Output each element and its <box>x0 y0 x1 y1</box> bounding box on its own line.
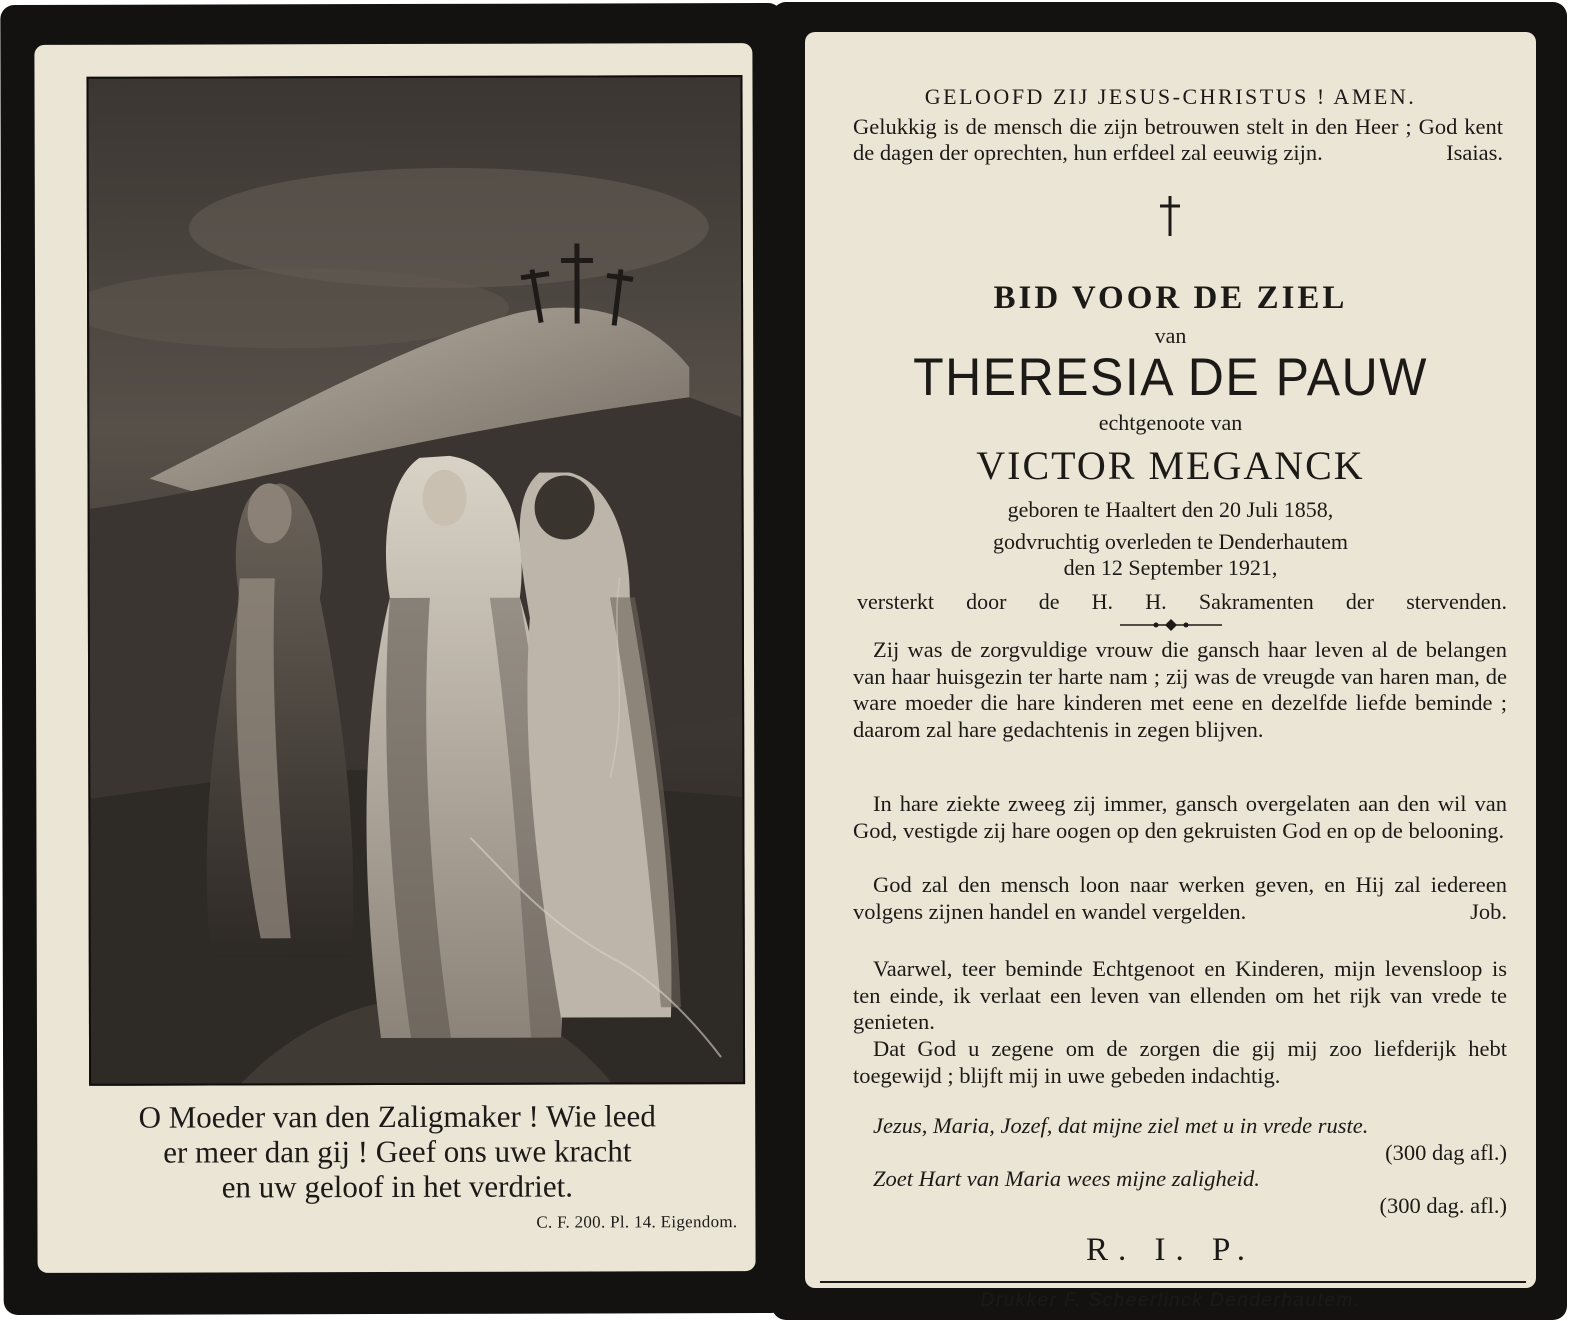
invocation-holy-family <box>853 1113 1507 1166</box>
rip-text: R. I. P. <box>1086 1232 1255 1268</box>
invocation-sacred-heart <box>853 1166 1507 1219</box>
front-paper <box>34 43 755 1273</box>
indulgence-note: (300 dag. afl.) <box>1379 1192 1507 1218</box>
isaias-reference: Isaias. <box>1446 140 1503 165</box>
job-quote-paragraph <box>853 872 1507 925</box>
spouse-intro: echtgenoote van <box>1098 410 1243 435</box>
sacraments-line: versterkt door de H. H. Sakramenten der stervenden. <box>857 589 1507 614</box>
spouse-name: VICTOR MEGANCK <box>976 443 1365 488</box>
memorial-card-back <box>772 2 1567 1320</box>
isaias-quote-text: Gelukkig is de mensch die zijn betrouwen stelt in den Heer ; God kent de dagen der oprechten, hun erfdeel zal eeuwig zijn. <box>853 114 1503 165</box>
van-label: van <box>1154 323 1187 348</box>
farewell-paragraph: Vaarwel, teer beminde Echtgenoot en Kinderen, mijn levensloop is ten einde, ik verlaat een leven van ellenden om het rijk van vrede te genieten. <box>853 956 1507 1034</box>
deceased-name: THERESIA DE PAUW <box>913 347 1428 407</box>
isaias-quote <box>853 114 1503 166</box>
prayer-line: er meer dan gij ! Geef ons uwe kracht <box>163 1133 632 1170</box>
job-reference: Job. <box>1470 898 1507 924</box>
death-place-line: godvruchtig overleden te Denderhautem <box>993 529 1348 554</box>
prayer-line: en uw geloof in het verdriet. <box>221 1168 574 1205</box>
divider-ornament-icon <box>1118 618 1224 637</box>
memorial-card-front <box>0 3 785 1315</box>
illness-paragraph: In hare ziekte zweeg zij immer, gansch overgelaten aan den wil van God, vestigde zij hare oogen op den gekruisten God en op de belooning. <box>853 791 1507 843</box>
acclamation-header: GELOOFD ZIJ JESUS-CHRISTUS ! AMEN. <box>924 84 1417 109</box>
prayer-line: O Moeder van den Zaligmaker ! Wie leed <box>138 1098 656 1135</box>
prayer-text <box>57 1098 737 1205</box>
bid-voor-de-ziel-heading: BID VOOR DE ZIEL <box>993 280 1348 316</box>
indulgence-note: (300 dag afl.) <box>1385 1139 1507 1165</box>
death-date-line: den 12 September 1921, <box>1063 555 1278 580</box>
printer-credit: Drukker F. Scheerlinck Denderhautem. <box>980 1290 1361 1311</box>
blessing-paragraph: Dat God u zegene om de zorgen die gij mij zoo liefderijk hebt toegewijd ; blijft mij in uwe gebeden indachtig. <box>853 1036 1507 1088</box>
cross-icon <box>1157 194 1183 243</box>
back-paper <box>805 32 1536 1311</box>
calvary-engraving-image <box>86 75 745 1086</box>
mourning-women-illustration <box>88 77 743 1084</box>
eulogy-paragraph: Zij was de zorgvuldige vrouw die gansch haar leven al de belangen van haar huisgezin ter harte nam ; zij was de vreugde van haren man, de ware moeder die hare kinderen met eene en dezelfde liefde beminde ; daarom zal hare gedachtenis in zegen blijven. <box>853 637 1507 742</box>
publisher-reference: C. F. 200. Pl. 14. Eigendom. <box>536 1212 738 1232</box>
birth-line: geboren te Haaltert den 20 Juli 1858, <box>1007 497 1334 522</box>
divider-rule <box>820 1281 1526 1283</box>
invocation-text: Jezus, Maria, Jozef, dat mijne ziel met u in vrede ruste. <box>873 1113 1369 1138</box>
invocation-text: Zoet Hart van Maria wees mijne zaligheid. <box>873 1166 1260 1191</box>
job-quote-text: God zal den mensch loon naar werken geven, en Hij zal iedereen volgens zijnen handel en wandel vergelden. <box>853 872 1507 924</box>
